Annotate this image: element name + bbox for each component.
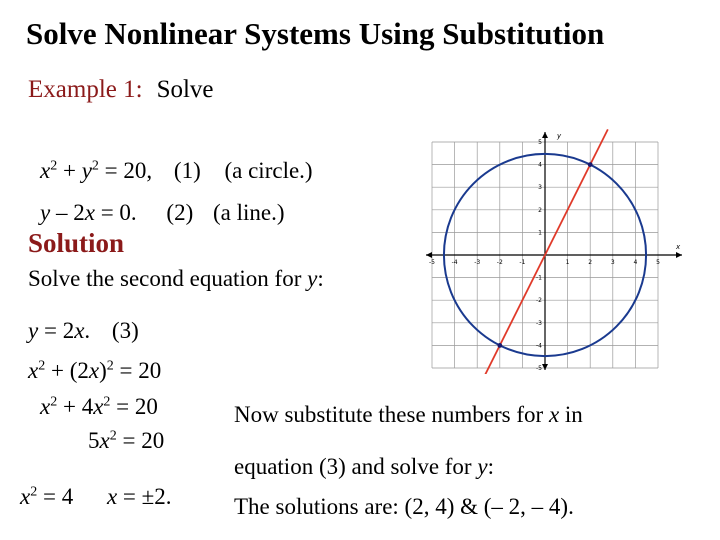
step-eq: = 2 [38, 318, 75, 343]
intersection-point [588, 162, 593, 167]
equation-number: (3) [111, 318, 139, 343]
exponent: 2 [106, 358, 114, 374]
y-tick-label: 1 [538, 229, 542, 237]
y-tick-label: -1 [536, 274, 542, 282]
colon: : [317, 266, 324, 291]
substitute-line-2 [234, 454, 494, 480]
y-axis-label: y [557, 132, 562, 140]
exponent: 2 [50, 158, 58, 174]
var-x: x [93, 394, 104, 419]
intersection-point [497, 343, 502, 348]
plus: + [57, 158, 82, 183]
var-x: x [74, 318, 85, 343]
result-value: = ±2. [117, 484, 172, 509]
paren: ) [99, 358, 107, 383]
page-title: Solve Nonlinear Systems Using Substitution [26, 16, 605, 51]
example-verb: Solve [156, 76, 214, 103]
step-mid: + (2 [45, 358, 89, 383]
y-tick-label: -3 [536, 319, 542, 327]
step-4 [28, 358, 161, 384]
step-7 [20, 484, 172, 510]
x-tick-label: -1 [519, 259, 526, 266]
var-x: x [20, 484, 31, 509]
solutions-line: The solutions are: (2, 4) & (– 2, – 4). [234, 494, 574, 519]
var-x: x [106, 484, 118, 509]
y-axis-arrow-icon [542, 364, 548, 370]
var-x: x [40, 158, 51, 183]
substitute-text: equation (3) and solve for [234, 454, 478, 479]
equation-2 [40, 200, 285, 226]
rhs: = 20 [116, 428, 165, 453]
x-tick-label: -4 [451, 259, 458, 266]
example-label: Example 1: [28, 76, 143, 103]
var-x: x [28, 358, 39, 383]
y-tick-label: 5 [538, 139, 542, 146]
x-tick-label: 3 [610, 259, 615, 266]
var-y: y [477, 454, 488, 479]
var-y: y [81, 158, 92, 183]
var-y: y [307, 266, 318, 291]
x-axis-arrow-icon [676, 252, 682, 258]
x-tick-label: -3 [474, 259, 481, 266]
solution-heading: Solution [28, 228, 125, 258]
x-tick-label: -5 [429, 259, 435, 266]
y-axis-arrow-icon [542, 132, 548, 138]
equation-note: (a line.) [213, 200, 285, 225]
y-tick-label: 3 [538, 184, 542, 192]
x-axis-arrow-icon [426, 252, 432, 258]
exponent: 2 [50, 394, 58, 410]
coefficient: 5 [88, 428, 100, 453]
equation-note: (a circle.) [224, 158, 313, 183]
rhs: = 20 [113, 358, 162, 383]
instruction-text: Solve the second equation for [28, 266, 308, 291]
minus-term: – 2 [50, 200, 85, 225]
y-tick-label: -4 [536, 342, 542, 350]
var-x: x [548, 402, 560, 427]
result [107, 484, 172, 509]
var-x: x [88, 358, 100, 383]
equation-number: (1) [173, 158, 201, 183]
rhs: = 0. [94, 200, 137, 225]
var-x: x [99, 428, 110, 453]
x-tick-label: 4 [633, 259, 638, 266]
step-3 [28, 318, 139, 344]
y-tick-label: -5 [536, 365, 542, 372]
var-x: x [40, 394, 51, 419]
substitute-text: Now substitute these numbers for [234, 402, 549, 427]
rhs: = 20 [110, 394, 158, 419]
var-y: y [28, 318, 39, 343]
substitute-end: in [559, 402, 583, 427]
y-tick-label: 4 [538, 161, 542, 169]
substitute-line-1 [234, 402, 583, 428]
equation-number: (2) [166, 200, 194, 225]
example-heading [28, 76, 214, 104]
step-mid: + 4 [57, 394, 94, 419]
exponent: 2 [38, 358, 46, 374]
step-6 [88, 428, 164, 454]
y-tick-label: -2 [536, 297, 542, 305]
exponent: 2 [109, 428, 117, 444]
exponent: 2 [91, 158, 99, 174]
solve-second-instruction [28, 266, 324, 292]
rhs: = 4 [37, 484, 74, 509]
x-axis-label: x [676, 243, 681, 251]
y-tick-label: 2 [538, 206, 542, 214]
var-x: x [84, 200, 95, 225]
var-y: y [40, 200, 51, 225]
step-5 [40, 394, 158, 420]
equation-1 [40, 158, 313, 184]
circle-line-graph [424, 128, 690, 374]
period: . [84, 318, 91, 343]
x-tick-label: 5 [656, 259, 660, 266]
x-tick-label: 2 [588, 259, 593, 266]
rhs: = 20, [98, 158, 153, 183]
x-tick-label: 1 [565, 259, 570, 266]
x-tick-label: -2 [496, 259, 503, 266]
exponent: 2 [30, 484, 38, 500]
exponent: 2 [103, 394, 111, 410]
colon: : [487, 454, 494, 479]
